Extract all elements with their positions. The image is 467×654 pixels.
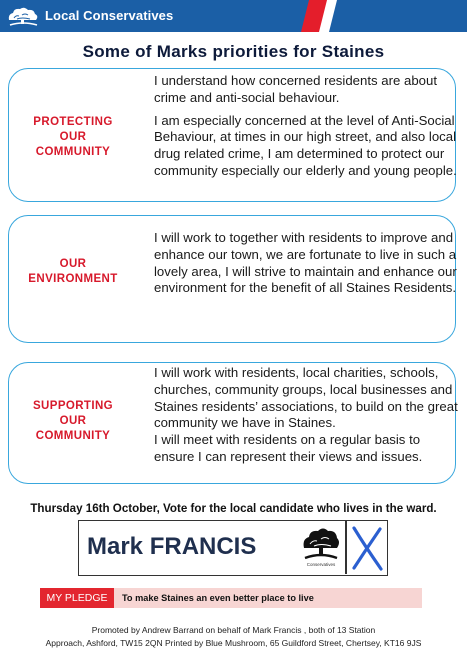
priority-heading: [13, 257, 133, 287]
priority-paragraph: I understand how concerned residents are about crime and anti-social behaviour.: [154, 73, 437, 105]
candidate-name: Mark FRANCIS: [87, 533, 257, 560]
pledge-label: MY PLEDGE: [40, 588, 114, 608]
priority-heading-line: PROTECTING: [33, 116, 113, 128]
header-bar: [0, 0, 467, 32]
priority-heading: [13, 115, 133, 160]
header-title: Local Conservatives: [45, 8, 174, 23]
ballot-cross-icon: [349, 524, 385, 572]
priority-paragraph: I will meet with residents on a regular basis to ensure I can represent their views and issues.: [154, 432, 423, 464]
party-name: Conservatives: [306, 562, 336, 567]
priority-heading: [13, 399, 133, 444]
priority-paragraph: I will work to together with residents to improve and enhance our town, we are fortunate to live in such a lovely area, I will strive to maintain and enhance our environment for the benefit of all Staines Residents.: [154, 230, 457, 296]
priority-card-supporting-community: [8, 362, 456, 484]
priority-paragraph: I am especially concerned at the level of Anti-Social Behaviour, at times in our high street, and also local drug related crime, I am determined to protect our community especially our elderly and young people.: [154, 112, 457, 178]
imprint-footer: [10, 624, 457, 650]
pledge-text: To make Staines an even better place to live: [122, 593, 314, 603]
priority-heading-line: COMMUNITY: [35, 430, 111, 442]
priority-heading-line: COMMUNITY: [35, 146, 111, 158]
priority-text: [154, 365, 460, 466]
ballot-paper: [78, 520, 388, 576]
priority-text: [154, 230, 460, 297]
priority-heading-line: SUPPORTING: [32, 400, 114, 412]
priority-paragraph: I will work with residents, local charities, schools, churches, community groups, local businesses and Staines residents’ associations, to build on the great community we have in Staines.: [154, 365, 458, 431]
footer-line: Approach, Ashford, TW15 2QN Printed by Blue Mushroom, 65 Guildford Street, Chertsey, KT16 9JS: [45, 638, 422, 648]
vote-date-line: Thursday 16th October, Vote for the local candidate who lives in the ward.: [30, 502, 437, 515]
priority-heading-line: OUR: [59, 131, 87, 143]
page-headline: Some of Marks priorities for Staines: [82, 42, 385, 61]
priority-text: [154, 73, 460, 180]
priority-heading-line: OUR: [59, 258, 87, 270]
pledge-bar: [40, 588, 422, 608]
priority-card-environment: [8, 215, 456, 343]
priority-card-community-safety: [8, 68, 456, 202]
ballot-divider: [345, 521, 347, 574]
priority-heading-line: OUR: [59, 415, 87, 427]
conservative-tree-icon: [301, 526, 341, 560]
oak-tree-icon: [6, 6, 40, 26]
footer-line: Promoted by Andrew Barrand on behalf of Mark Francis , both of 13 Station: [91, 625, 376, 635]
priority-heading-line: ENVIRONMENT: [28, 273, 118, 285]
